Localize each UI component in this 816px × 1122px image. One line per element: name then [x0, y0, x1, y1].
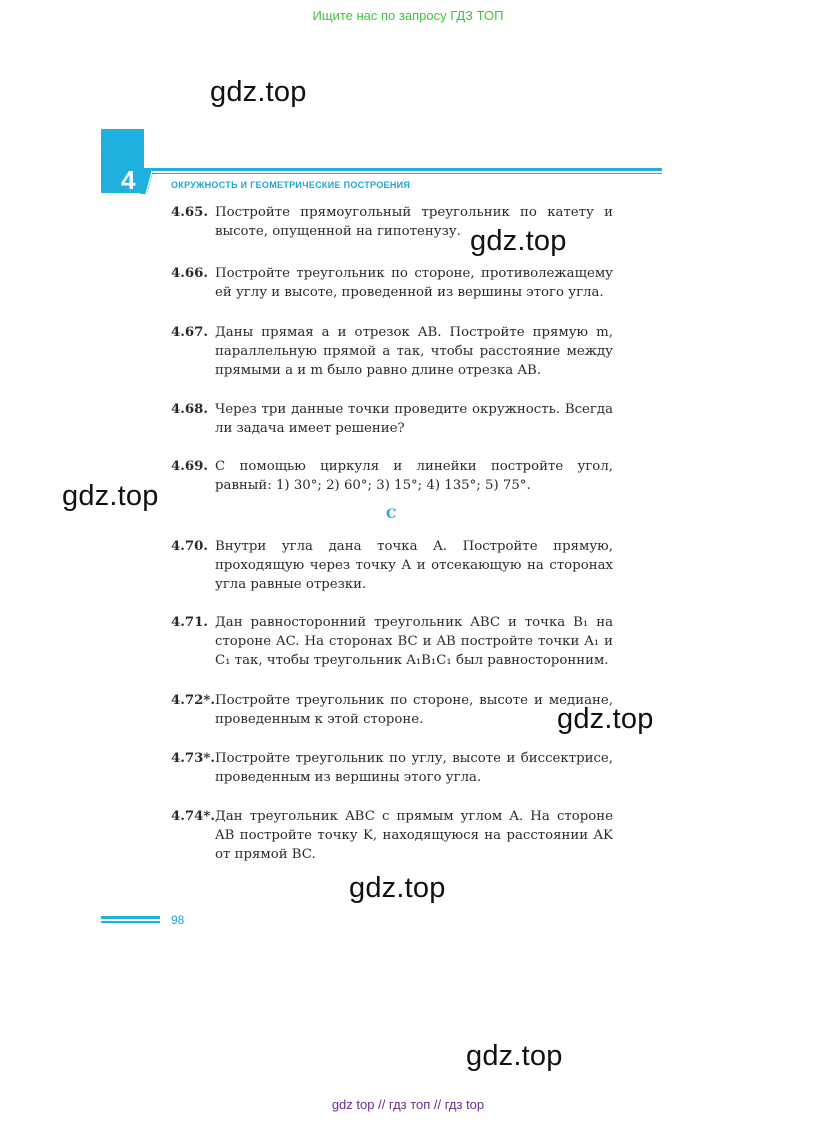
problem-number: 4.69.: [171, 459, 209, 474]
page-number: 98: [171, 913, 185, 927]
problem-text: Постройте треугольник по углу, высоте и биссектрисе, проведенным из вершины этого угла.: [215, 751, 613, 785]
problem-item: [171, 537, 613, 594]
difficulty-section-marker: C: [386, 507, 397, 522]
watermark: gdz.top: [557, 703, 654, 735]
watermark: gdz.top: [62, 480, 159, 512]
problem-number: 4.68.: [171, 402, 209, 417]
problem-number: 4.66.: [171, 266, 209, 281]
top-banner[interactable]: Ищите нас по запросу ГДЗ ТОП: [312, 8, 504, 23]
footer-rule: [101, 916, 160, 923]
problem-text: Внутри угла дана точка A. Постройте прямую, проходящую через точку A и отсекающую на сторонах угла равные отрезки.: [215, 539, 613, 592]
problem-text: Постройте прямоугольный треугольник по катету и высоте, опущенной на гипотенузу.: [215, 205, 613, 239]
problem-text: Постройте треугольник по стороне, противолежащему ей углу и высоте, проведенной из вершины этого угла.: [215, 266, 613, 300]
problem-item: [171, 264, 613, 302]
problem-number: 4.72*.: [171, 693, 215, 708]
problem-number: 4.70.: [171, 539, 209, 554]
problem-item: [171, 323, 613, 380]
problem-text: Дан равносторонний треугольник ABC и точка B₁ на стороне AC. На сторонах BC и AB постройте точки A₁ и C₁ так, чтобы треугольник A₁B₁C₁ был равносторонним.: [215, 615, 613, 668]
problem-item: [171, 400, 613, 438]
problem-number: 4.74*.: [171, 809, 215, 824]
problem-text: Дан треугольник ABC с прямым углом A. На стороне AB постройте точку K, находящуюся на расстоянии AK от прямой BC.: [215, 809, 613, 862]
problem-number: 4.71.: [171, 615, 209, 630]
problem-number: 4.73*.: [171, 751, 215, 766]
problem-text: Даны прямая a и отрезок AB. Постройте прямую m, параллельную прямой a так, чтобы расстояние между прямыми a и m было равно длине отрезка AB.: [215, 325, 613, 378]
problem-item: [171, 613, 613, 670]
chapter-number: 4: [121, 165, 136, 195]
problem-item: [171, 691, 613, 729]
problem-item: [171, 203, 613, 241]
problem-number: 4.67.: [171, 325, 209, 340]
problem-text: С помощью циркуля и линейки постройте угол, равный: 1) 30°; 2) 60°; 3) 15°; 4) 135°; 5) 75°.: [215, 459, 613, 493]
problem-item: [171, 807, 613, 864]
watermark: gdz.top: [470, 225, 567, 257]
chapter-title: ОКРУЖНОСТЬ И ГЕОМЕТРИЧЕСКИЕ ПОСТРОЕНИЯ: [171, 180, 411, 190]
problem-text: Постройте треугольник по стороне, высоте и медиане, проведенным к этой стороне.: [215, 693, 613, 727]
problem-item: [171, 457, 613, 495]
watermark: gdz.top: [210, 76, 307, 108]
problem-item: [171, 749, 613, 787]
problem-text: Через три данные точки проведите окружность. Всегда ли задача имеет решение?: [215, 402, 613, 436]
watermark: gdz.top: [466, 1040, 563, 1072]
watermark: gdz.top: [349, 872, 446, 904]
chapter-rule: [152, 168, 662, 174]
problem-number: 4.65.: [171, 205, 209, 220]
bottom-links[interactable]: gdz top // гдз топ // гдз top: [331, 1097, 485, 1112]
